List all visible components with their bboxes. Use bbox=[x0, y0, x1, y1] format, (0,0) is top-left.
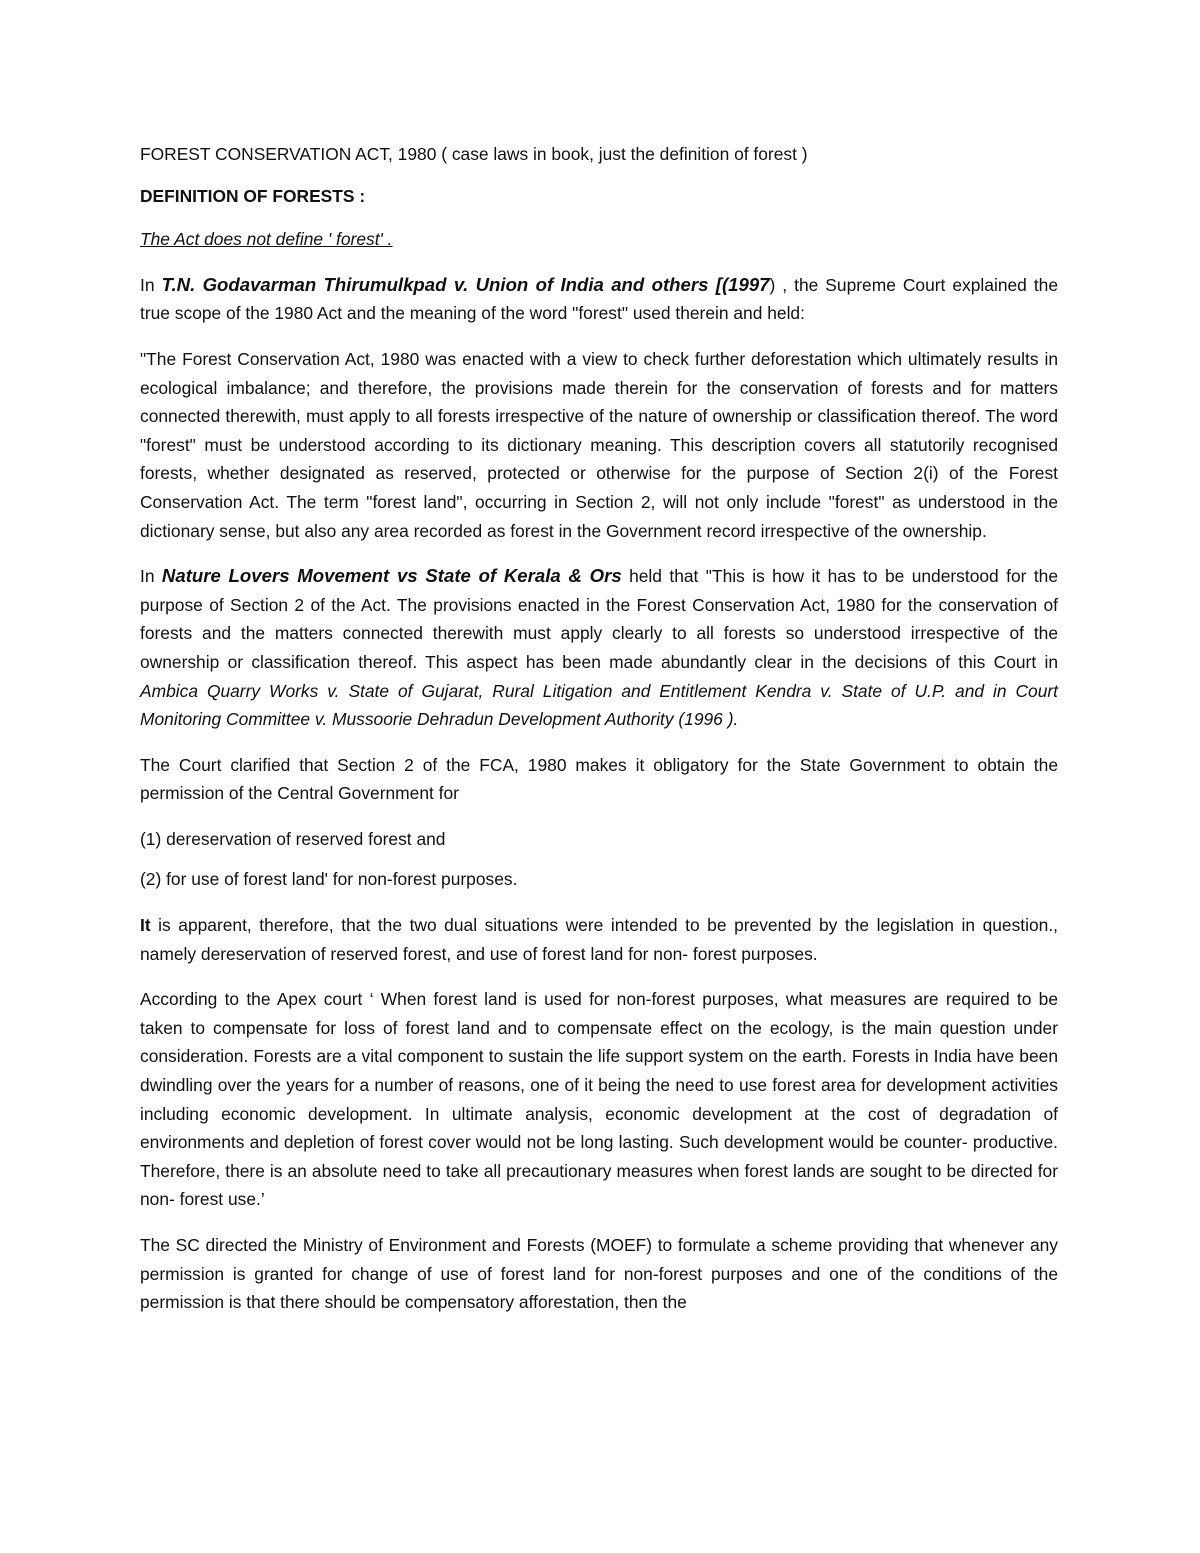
document-page bbox=[140, 140, 1058, 1334]
list-item-1: (1) dereservation of reserved forest and bbox=[140, 828, 446, 849]
paragraph-apex-court: According to the Apex court ‘ When forest land is used for non-forest purposes, what measures are required to be taken to compensate for loss of forest land and to compensate effect on the ecology, is the main question under consideration. Forests are a vital component to sustain the life support system on the earth. Forests in India have been dwindling over the years for a number of reasons, one of it being the need to use forest area for development activities including economic development. In ultimate analysis, economic development at the cost of degradation of environments and depletion of forest cover would not be long lasting. Such development would be counter- productive. Therefore, there is an absolute need to take all precautionary measures when forest lands are sought to be directed for non- forest use.’ bbox=[140, 989, 1058, 1210]
case-close-paren: ) bbox=[769, 274, 776, 295]
list-item-2: (2) for use of forest land' for non-forest purposes. bbox=[140, 869, 518, 890]
case-name-godavarman: T.N. Godavarman Thirumulkpad v. Union of India and others [(1997 bbox=[161, 273, 770, 295]
section-heading: DEFINITION OF FORESTS : bbox=[140, 185, 366, 206]
paragraph-court-clarified: The Court clarified that Section 2 of the FCA, 1980 makes it obligatory for the State Government to obtain the permission of the Central Government for bbox=[140, 754, 1058, 804]
intro-note: The Act does not define ' forest' . bbox=[140, 229, 393, 250]
paragraph-text: is apparent, therefore, that the two dual situations were intended to be prevented by the legislation in question., namely dereservation of reserved forest, and use of forest land for non- forest purposes. bbox=[140, 915, 1058, 964]
paragraph-prefix: In bbox=[140, 274, 162, 295]
cases-cited: Ambica Quarry Works v. State of Gujarat, Rural Litigation and Entitlement Kendra v. State of U.P. and in Court Monitoring Committee v. Mussoorie Dehradun Development Authority (1996 ). bbox=[140, 680, 1058, 730]
paragraph-text: held that "This is how it has to be understood for the purpose of Section 2 of the Act. The provisions enacted in the Forest Conservation Act, 1980 for the conservation of forests and the matters connected therewith must apply clearly to all forests so understood irrespective of the ownership or classification thereof. This aspect has been made abundantly clear in the decisions of this Court in bbox=[140, 566, 1058, 672]
document-title-line: FOREST CONSERVATION ACT, 1980 ( case laws in book, just the definition of forest ) bbox=[140, 144, 808, 164]
paragraph-nature-lovers bbox=[140, 562, 1058, 734]
paragraph-sc-directed: The SC directed the Ministry of Environment and Forests (MOEF) to formulate a scheme providing that whenever any permission is granted for change of use of forest land for non-forest purposes and one of the conditions of the permission is that there should be compensatory afforestation, then the bbox=[140, 1235, 1058, 1313]
paragraph-quote-held: "The Forest Conservation Act, 1980 was enacted with a view to check further deforestation which ultimately results in ecological imbalance; and therefore, the provisions made therein for the conservation of forests and for matters connected therewith, must apply to all forests irrespective of the nature of ownership or classification thereof. The word "forest" must be understood according to its dictionary meaning. This description covers all statutorily recognised forests, whether designated as reserved, protected or otherwise for the purpose of Section 2(i) of the Forest Conservation Act. The term "forest land", occurring in Section 2, will not only include "forest" as understood in the dictionary sense, but also any area recorded as forest in the Government record irrespective of the ownership. bbox=[140, 348, 1058, 541]
case-name-nature-lovers: Nature Lovers Movement vs State of Kerala & Ors bbox=[161, 565, 622, 587]
paragraph-lead: It bbox=[140, 915, 151, 936]
paragraph-prefix: In bbox=[140, 566, 162, 587]
paragraph-godavarman bbox=[140, 271, 1058, 328]
paragraph-text: , the Supreme Court explained the true scope of the 1980 Act and the meaning of the word "forest" used therein and held: bbox=[140, 274, 1059, 324]
paragraph-dual-situations bbox=[140, 911, 1058, 968]
